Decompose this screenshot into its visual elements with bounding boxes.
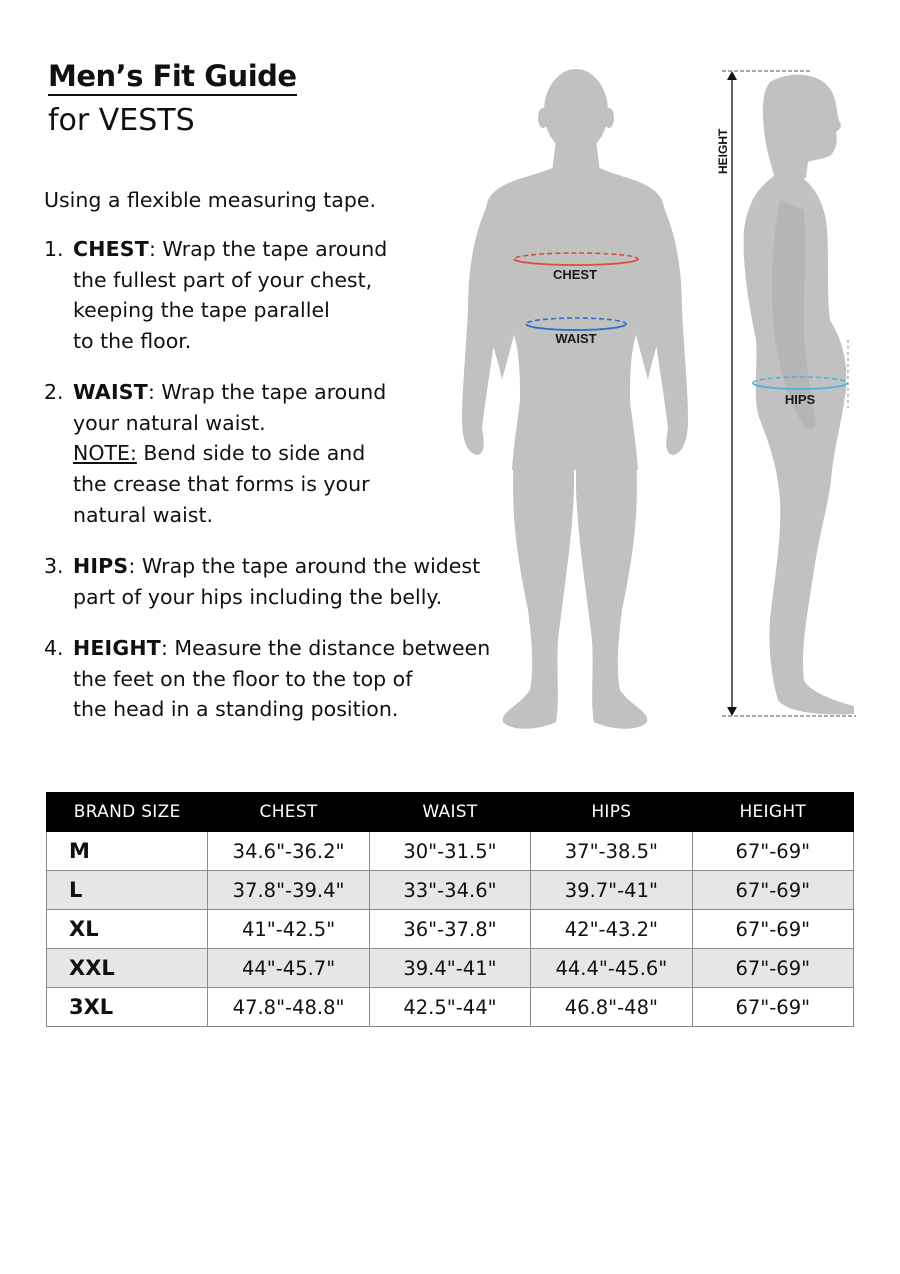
column-header: HIPS — [531, 793, 692, 832]
size-cell: XXL — [47, 949, 208, 988]
size-cell: L — [47, 871, 208, 910]
chest-cell: 37.8"-39.4" — [208, 871, 369, 910]
hips-cell: 44.4"-45.6" — [531, 949, 692, 988]
step-line: the fullest part of your chest, — [73, 267, 373, 292]
guide-title: Men’s Fit Guide — [48, 58, 297, 96]
step-line: your natural waist. — [73, 410, 266, 435]
front-silhouette — [462, 69, 688, 729]
height-cell: 67"-69" — [692, 832, 853, 871]
waist-cell: 36"-37.8" — [369, 910, 530, 949]
step-line: the crease that forms is your — [73, 472, 370, 497]
waist-cell: 42.5"-44" — [369, 988, 530, 1027]
height-cell: 67"-69" — [692, 910, 853, 949]
waist-label: WAIST — [555, 331, 597, 346]
step-number: 1. — [44, 237, 64, 261]
step-line: Wrap the tape around — [161, 380, 387, 404]
waist-cell: 39.4"-41" — [369, 949, 530, 988]
table-row — [47, 949, 854, 988]
waist-cell: 33"-34.6" — [369, 871, 530, 910]
hips-cell: 39.7"-41" — [531, 871, 692, 910]
step-line: the head in a standing position. — [73, 697, 399, 722]
height-label: HEIGHT — [716, 128, 730, 174]
guide-subtitle: for VESTS — [48, 103, 195, 138]
hips-cell: 42"-43.2" — [531, 910, 692, 949]
table-row — [47, 832, 854, 871]
step-term: WAIST — [73, 380, 148, 404]
height-cell: 67"-69" — [692, 988, 853, 1027]
column-header: BRAND SIZE — [47, 793, 208, 832]
body-measurement-figure — [440, 55, 880, 745]
step-line: Measure the distance between — [174, 636, 491, 660]
step-term: HEIGHT — [73, 636, 161, 660]
chest-cell: 44"-45.7" — [208, 949, 369, 988]
note-label: NOTE: — [73, 441, 137, 466]
step-line: Wrap the tape around the widest — [141, 554, 481, 578]
hips-cell: 37"-38.5" — [531, 832, 692, 871]
step-line: keeping the tape parallel — [73, 298, 330, 323]
step-line: to the floor. — [73, 329, 192, 354]
step-number: 4. — [44, 636, 64, 660]
hips-cell: 46.8"-48" — [531, 988, 692, 1027]
hips-label: HIPS — [784, 392, 816, 407]
step-line: natural waist. — [73, 502, 214, 527]
table-row — [47, 871, 854, 910]
chest-cell: 47.8"-48.8" — [208, 988, 369, 1027]
height-cell: 67"-69" — [692, 949, 853, 988]
step-line: Wrap the tape around — [162, 237, 388, 261]
size-cell: 3XL — [47, 988, 208, 1027]
column-header: WAIST — [369, 793, 530, 832]
table-row — [47, 910, 854, 949]
size-cell: XL — [47, 910, 208, 949]
size-cell: M — [47, 832, 208, 871]
step-line: part of your hips including the belly. — [73, 584, 443, 609]
step-term: HIPS — [73, 554, 129, 578]
chest-cell: 41"-42.5" — [208, 910, 369, 949]
step-number: 2. — [44, 380, 64, 404]
table-row — [47, 988, 854, 1027]
size-chart-table — [46, 792, 854, 1027]
height-cell: 67"-69" — [692, 871, 853, 910]
step-number: 3. — [44, 554, 64, 578]
step-line: Bend side to side and — [143, 441, 366, 466]
step-line: the feet on the floor to the top of — [73, 666, 413, 691]
step-term: CHEST — [73, 237, 149, 261]
column-header: HEIGHT — [692, 793, 853, 832]
table-header-row — [47, 793, 854, 832]
chest-cell: 34.6"-36.2" — [208, 832, 369, 871]
chest-label: CHEST — [552, 267, 598, 282]
waist-cell: 30"-31.5" — [369, 832, 530, 871]
column-header: CHEST — [208, 793, 369, 832]
intro-text: Using a flexible measuring tape. — [44, 188, 377, 212]
